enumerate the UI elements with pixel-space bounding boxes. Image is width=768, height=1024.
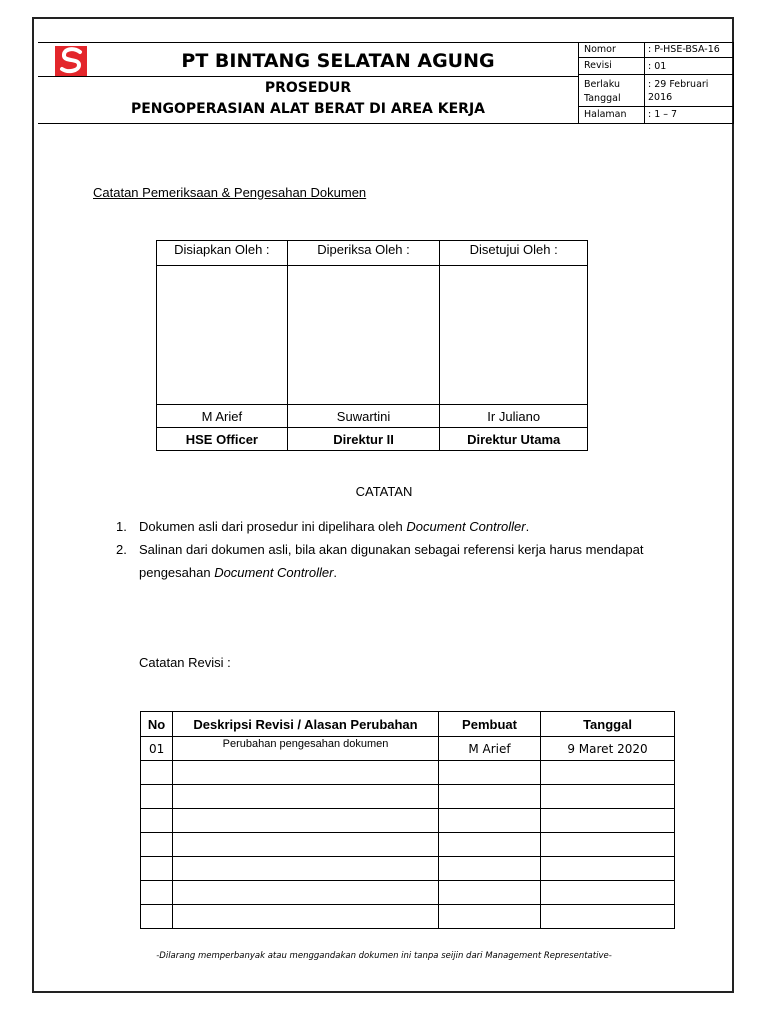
table-cell [173, 809, 439, 833]
approval-table [156, 240, 588, 451]
meta-divider-left [578, 42, 579, 124]
table-cell [141, 857, 173, 881]
note-item [116, 515, 676, 538]
table-cell: 01 [141, 737, 173, 761]
table-cell [541, 785, 675, 809]
revisi-value: : 01 [648, 61, 667, 72]
approval-header-row [157, 241, 588, 266]
note-item [116, 538, 649, 584]
signature-box-approved [440, 266, 588, 405]
name-row [157, 405, 588, 428]
tanggal-label: Tanggal [584, 93, 621, 104]
nomor-label: Nomor [584, 44, 616, 55]
table-cell: M Arief [439, 737, 541, 761]
table-cell [173, 905, 439, 929]
table-cell [541, 857, 675, 881]
table-cell [173, 881, 439, 905]
checked-by-header: Diperiksa Oleh : [287, 241, 440, 266]
berlaku-year: 2016 [648, 92, 673, 103]
meta-rule-1 [578, 57, 734, 58]
header-bottom-rule [38, 123, 734, 124]
table-cell [173, 761, 439, 785]
table-cell [439, 785, 541, 809]
checked-by-name: Suwartini [287, 405, 440, 428]
document-type: PROSEDUR [264, 80, 352, 96]
note-end: . [333, 565, 338, 580]
meta-rule-3 [578, 106, 734, 107]
table-row [141, 833, 675, 857]
table-cell [439, 809, 541, 833]
table-cell [141, 761, 173, 785]
halaman-label: Halaman [584, 109, 627, 120]
table-cell [141, 809, 173, 833]
note-text: Dokumen asli dari prosedur ini dipelihara oleh [139, 519, 407, 534]
revision-header-row [141, 712, 675, 737]
signature-box-checked [287, 266, 440, 405]
prepared-by-position: HSE Officer [157, 428, 288, 451]
note-emphasis: Document Controller [214, 565, 334, 580]
note-emphasis: Document Controller [406, 519, 526, 534]
company-name: PT BINTANG SELATAN AGUNG [181, 50, 495, 72]
nomor-value: : P-HSE-BSA-16 [648, 44, 720, 55]
note-end: . [525, 519, 530, 534]
company-logo [55, 46, 87, 76]
table-row [141, 905, 675, 929]
table-cell: Perubahan pengesahan dokumen [173, 737, 439, 761]
col-no: No [141, 712, 173, 737]
table-cell [541, 881, 675, 905]
checked-by-position: Direktur II [287, 428, 440, 451]
signature-box-prepared [157, 266, 288, 405]
table-cell [439, 857, 541, 881]
prepared-by-name: M Arief [157, 405, 288, 428]
table-cell: 9 Maret 2020 [541, 737, 675, 761]
col-description: Deskripsi Revisi / Alasan Perubahan [173, 712, 439, 737]
note-text: Salinan dari dokumen asli, bila akan digunakan sebagai referensi kerja harus mendapat pengesahan [139, 542, 644, 580]
table-row [141, 809, 675, 833]
document-header [38, 42, 734, 124]
meta-divider-right [733, 42, 734, 124]
approved-by-header: Disetujui Oleh : [440, 241, 588, 266]
catatan-title: CATATAN [355, 484, 413, 499]
table-cell [439, 881, 541, 905]
col-date: Tanggal [541, 712, 675, 737]
col-author: Pembuat [439, 712, 541, 737]
table-cell [173, 785, 439, 809]
table-row [141, 857, 675, 881]
halaman-value: : 1 – 7 [648, 109, 678, 120]
approved-by-position: Direktur Utama [440, 428, 588, 451]
revision-table [140, 711, 675, 929]
prepared-by-header: Disiapkan Oleh : [157, 241, 288, 266]
table-cell [439, 833, 541, 857]
table-cell [541, 761, 675, 785]
table-cell [141, 785, 173, 809]
revision-label: Catatan Revisi : [139, 655, 231, 670]
table-cell [541, 809, 675, 833]
table-row [141, 785, 675, 809]
section-title: Catatan Pemeriksaan & Pengesahan Dokumen [93, 185, 367, 200]
table-cell [439, 761, 541, 785]
document-title: PENGOPERASIAN ALAT BERAT DI AREA KERJA [130, 101, 486, 117]
table-cell [439, 905, 541, 929]
notes-list [116, 515, 676, 584]
meta-rule-2 [578, 74, 734, 75]
table-row [141, 737, 675, 761]
table-cell [141, 833, 173, 857]
table-cell [541, 833, 675, 857]
note-number: 1. [116, 519, 127, 534]
table-row [141, 881, 675, 905]
table-row [141, 761, 675, 785]
berlaku-label: Berlaku [584, 79, 620, 90]
table-cell [141, 881, 173, 905]
footer-disclaimer: -Dilarang memperbanyak atau menggandakan dokumen ini tanpa seijin dari Management Representative- [156, 951, 612, 961]
note-number: 2. [116, 542, 127, 557]
approved-by-name: Ir Juliano [440, 405, 588, 428]
position-row [157, 428, 588, 451]
berlaku-value: : 29 Februari [648, 79, 709, 90]
table-cell [541, 905, 675, 929]
signature-row [157, 266, 588, 405]
table-cell [173, 833, 439, 857]
meta-divider-mid [644, 42, 645, 124]
revisi-label: Revisi [584, 60, 612, 71]
table-cell [173, 857, 439, 881]
table-cell [141, 905, 173, 929]
header-top-rule [38, 42, 734, 43]
